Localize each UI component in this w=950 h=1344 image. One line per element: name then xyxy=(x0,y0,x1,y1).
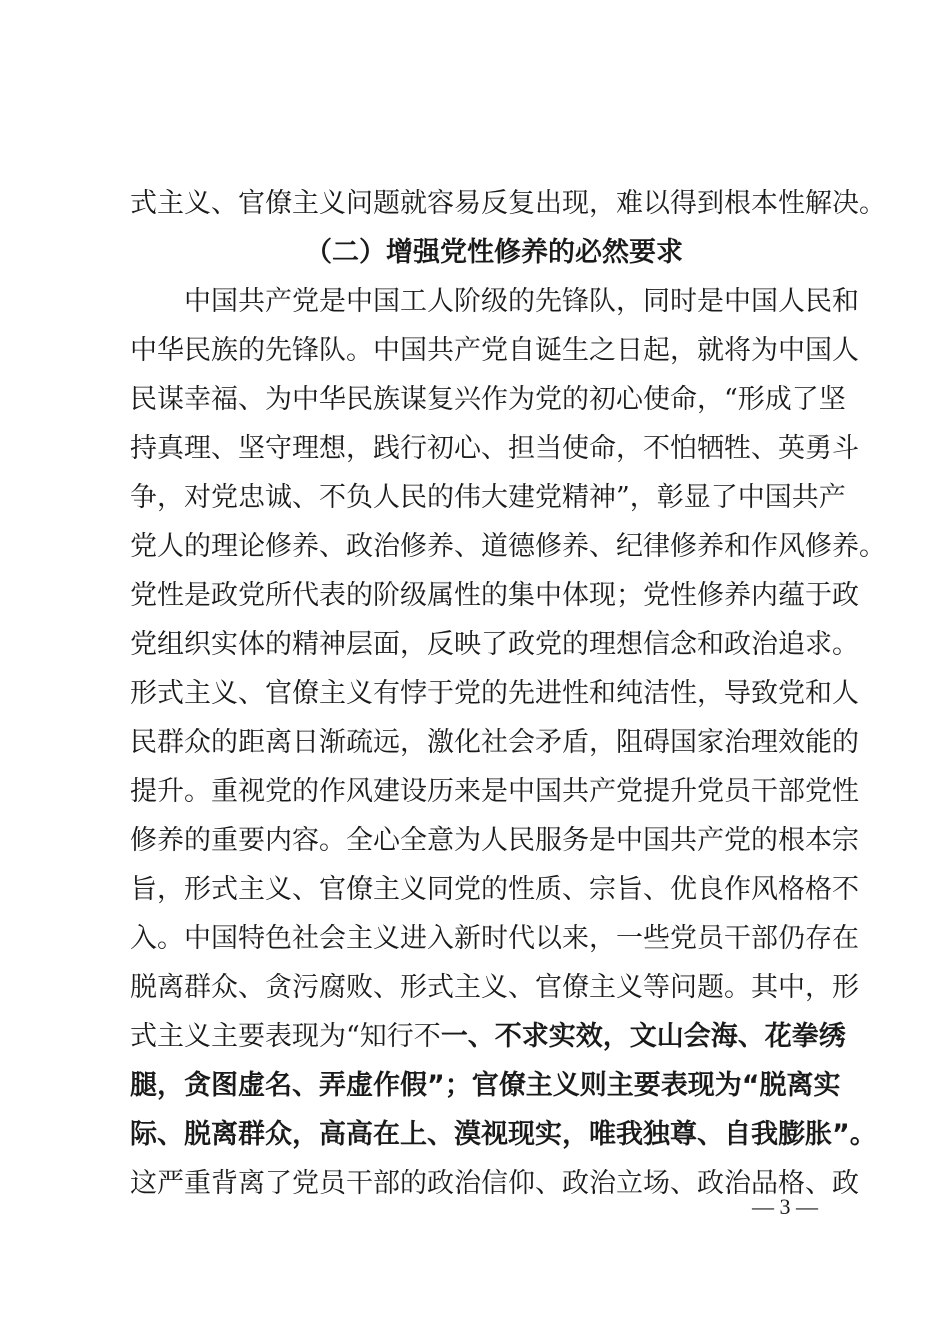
paragraph-line-bold-segment: 腿，贪图虚名、弄虚作假”；官僚主义则主要表现为“脱离实 xyxy=(130,1070,841,1101)
paragraph-line: 旨，形式主义、官僚主义同党的性质、宗旨、优良作风格格不 xyxy=(130,874,859,905)
paragraph-line-bold xyxy=(130,1066,841,1106)
paragraph-line: 式主义、官僚主义问题就容易反复出现，难以得到根本性解决。 xyxy=(130,188,886,219)
paragraph-line: 入。中国特色社会主义进入新时代以来，一些党员干部仍存在 xyxy=(130,923,859,954)
paragraph-line: 形式主义、官僚主义有悖于党的先进性和纯洁性，导致党和人 xyxy=(130,678,859,709)
paragraph-line: 党人的理论修养、政治修养、道德修养、纪律修养和作风修养。 xyxy=(130,531,886,562)
paragraph-line: 民群众的距离日渐疏远，激化社会矛盾，阻碍国家治理效能的 xyxy=(130,727,859,758)
paragraph-line-segment: 式主义主要表现为“知行不 xyxy=(130,1021,441,1052)
paragraph-line: 这严重背离了党员干部的政治信仰、政治立场、政治品格、政 xyxy=(130,1168,859,1199)
paragraph-line: 提升。重视党的作风建设历来是中国共产党提升党员干部党性 xyxy=(130,776,859,807)
paragraph-line: 党性是政党所代表的阶级属性的集中体现；党性修养内蕴于政 xyxy=(130,580,859,611)
paragraph-line: 争，对党忠诚、不负人民的伟大建党精神”，彰显了中国共产 xyxy=(130,482,846,513)
paragraph-line: 民谋幸福、为中华民族谋复兴作为党的初心使命，“形成了坚 xyxy=(130,384,846,415)
paragraph-line: 中华民族的先锋队。中国共产党自诞生之日起，就将为中国人 xyxy=(130,335,859,366)
section-heading: （二）增强党性修养的必然要求 xyxy=(305,237,683,268)
paragraph-line-bold-segment: 际、脱离群众，高高在上、漠视现实，唯我独尊、自我膨胀”。 xyxy=(130,1119,877,1150)
paragraph-line: 脱离群众、贪污腐败、形式主义、官僚主义等问题。其中，形 xyxy=(130,972,859,1003)
paragraph-line xyxy=(130,1017,846,1057)
paragraph-line: 持真理、坚守理想，践行初心、担当使命，不怕牺牲、英勇斗 xyxy=(130,433,859,464)
paragraph-line-bold xyxy=(130,1115,877,1155)
paragraph-line-bold-segment: 一、不求实效，文山会海、花拳绣 xyxy=(440,1021,846,1052)
page-number: — 3 — xyxy=(752,1194,818,1219)
paragraph-line: 党组织实体的精神层面，反映了政党的理想信念和政治追求。 xyxy=(130,629,859,660)
paragraph-line: 修养的重要内容。全心全意为人民服务是中国共产党的根本宗 xyxy=(130,825,859,856)
paragraph-line: 中国共产党是中国工人阶级的先锋队，同时是中国人民和 xyxy=(184,286,859,317)
